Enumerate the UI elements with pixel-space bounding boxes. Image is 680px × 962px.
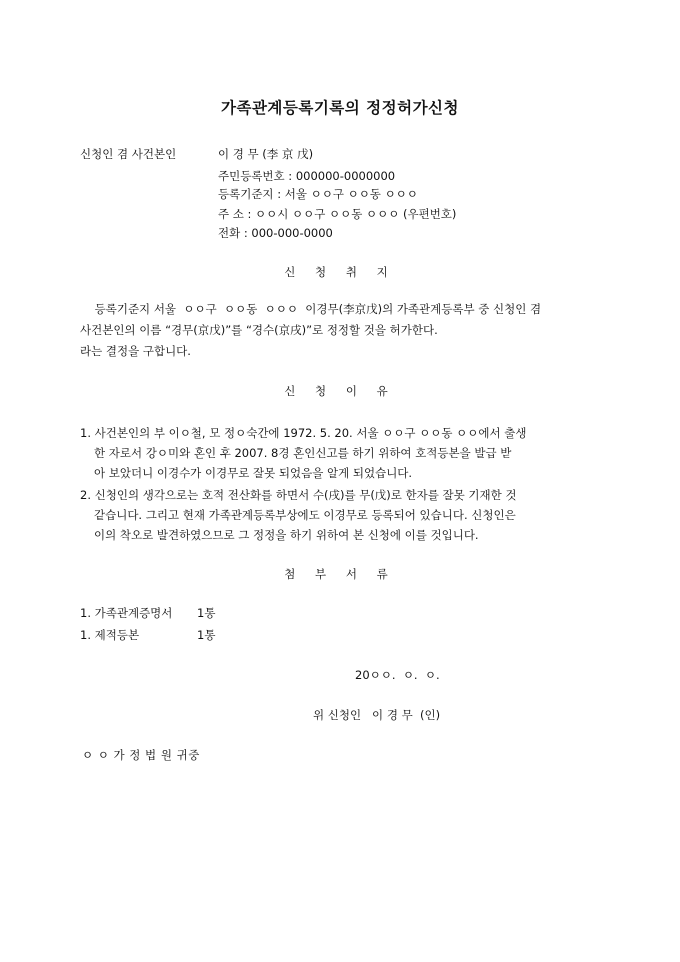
purpose-line-3: 라는 결정을 구합니다. — [80, 344, 191, 358]
attachment-name: 1. 가족관계증명서 — [80, 606, 173, 620]
reason-heading: 신 청 이 유 — [284, 384, 396, 398]
applicant-name: 이 경 무 (李 京 戊) — [218, 147, 314, 161]
reason-item-2-line-1: 2. 신청인의 생각으로는 호적 전산화를 하면서 수(戌)를 무(戊)로 한자를 잘못 기재한 것 — [80, 488, 517, 502]
applicant-phone: 전화 : 000-000-0000 — [218, 226, 333, 240]
document-title: 가족관계등록기록의 정정허가신청 — [221, 99, 459, 117]
applicant-address: 주 소 : ㅇㅇ시 ㅇㅇ구 ㅇㅇ동 ㅇㅇㅇ (우편번호) — [218, 207, 457, 221]
attachments-heading: 첨 부 서 류 — [284, 567, 396, 581]
reason-item-1-line-2: 한 자로서 강ㅇ미와 혼인 후 2007. 8경 혼인신고를 하기 위하여 호적등본을 발급 받 — [94, 446, 512, 460]
court-addressee: ㅇ ㅇ 가 정 법 원 귀중 — [82, 748, 200, 762]
purpose-line-2: 사건본인의 이름 “경무(京戊)”를 “경수(京戌)”로 정정할 것을 허가한다. — [80, 323, 438, 337]
purpose-heading: 신 청 취 지 — [284, 265, 396, 279]
reason-item-1-line-3: 아 보았더니 이경수가 이경무로 잘못 되었음을 알게 되었습니다. — [94, 466, 413, 480]
applicant-label: 신청인 겸 사건본인 — [80, 147, 177, 161]
signature-line: 위 신청인 이 경 무 (인) — [313, 708, 441, 722]
attachment-name: 1. 제적등본 — [80, 628, 140, 642]
applicant-registration-base: 등록기준지 : 서울 ㅇㅇ구 ㅇㅇ동 ㅇㅇㅇ — [218, 187, 418, 201]
filing-date: 20ㅇㅇ. ㅇ. ㅇ. — [355, 668, 440, 682]
reason-item-2-line-3: 이의 착오로 발견하였으므로 그 정정을 하기 위하여 본 신청에 이를 것입니다. — [94, 528, 479, 542]
reason-item-1-line-1: 1. 사건본인의 부 이ㅇ철, 모 정ㅇ숙간에 1972. 5. 20. 서울 ㅇㅇ구 ㅇㅇ동 ㅇㅇ에서 출생 — [80, 426, 527, 440]
attachment-count: 1통 — [197, 628, 216, 642]
attachment-count: 1통 — [197, 606, 216, 620]
applicant-rrn: 주민등록번호 : 000000-0000000 — [218, 169, 396, 183]
purpose-line-1: 등록기준지 서울 ㅇㅇ구 ㅇㅇ동 ㅇㅇㅇ 이경무(李京戊)의 가족관계등록부 중 신청인 겸 — [80, 302, 542, 316]
reason-item-2-line-2: 같습니다. 그리고 현재 가족관계등록부상에도 이경무로 등록되어 있습니다. 신청인은 — [94, 508, 516, 522]
